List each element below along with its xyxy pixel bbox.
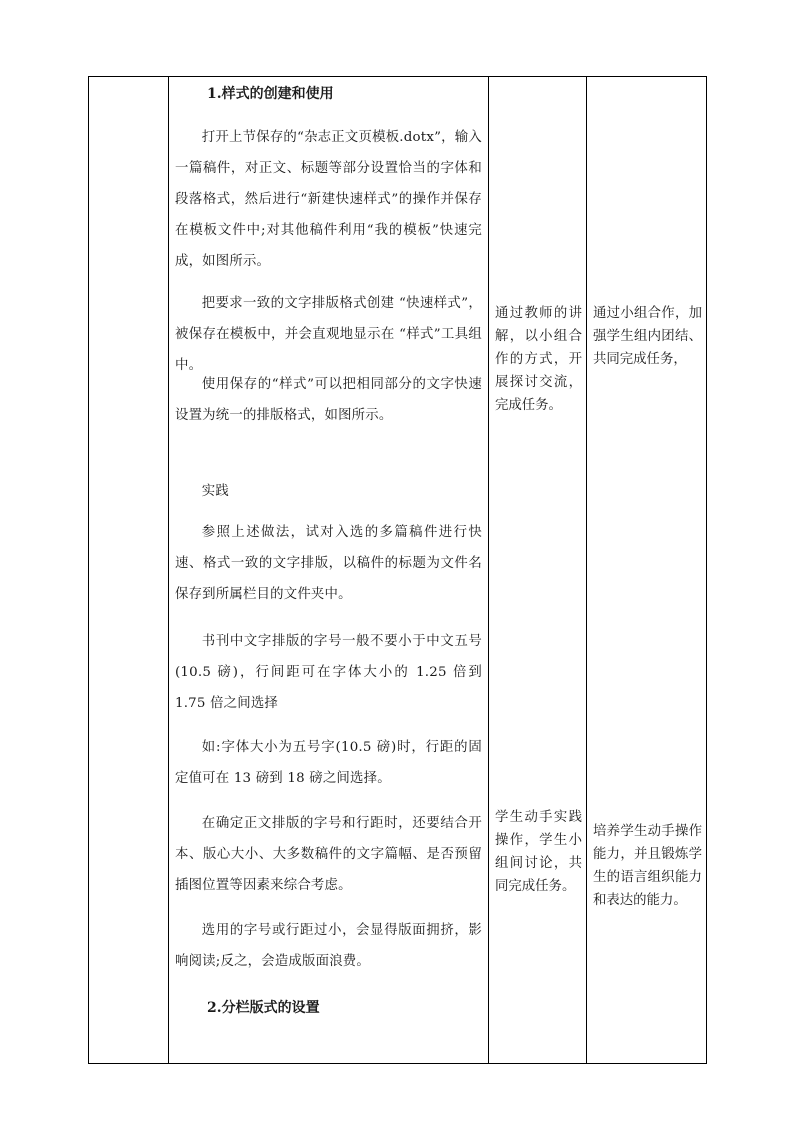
column-empty xyxy=(89,77,169,1063)
paragraph-quick-style: 把要求一致的文字排版格式创建 “快速样式”，被保存在模板中，并会直观地显示在 “样式”工具组中。 xyxy=(175,296,482,373)
paragraph-practice: 参照上述做法，试对入选的多篇稿件进行快速、格式一致的文字排版，以稿件的标题为文件名保存到所属栏目的文件夹中。 xyxy=(175,525,482,602)
teacher-note-1: 通过教师的讲解，以小组合作的方式，开展探讨交流，完成任务。 xyxy=(495,306,582,413)
paragraph-practice-label: 实践 xyxy=(201,484,229,499)
column-design-intent xyxy=(587,77,706,1063)
column-teacher-activity xyxy=(489,77,587,1063)
paragraph-use-style: 使用保存的“样式”可以把相同部分的文字快速设置为统一的排版格式，如图所示。 xyxy=(175,377,482,423)
column-content xyxy=(169,77,489,1063)
design-goal-2: 培养学生动手操作能力，并且锻炼学生的语言组织能力和表达的能力。 xyxy=(593,824,702,908)
paragraph-open-template: 打开上节保存的“杂志正文页模板.dotx”，输入一篇稿件，对正文、标题等部分设置恰当的字体和段落格式，然后进行“新建快速样式”的操作并保存在模板文件中;对其他稿件利用“我的模板”快速完成，如图所示。 xyxy=(175,130,482,269)
paragraph-too-small: 选用的字号或行距过小，会显得版面拥挤，影响阅读;反之，会造成版面浪费。 xyxy=(175,923,482,969)
design-goal-1: 通过小组合作，加强学生组内团结、共同完成任务， xyxy=(593,306,702,367)
paragraph-considerations: 在确定正文排版的字号和行距时，还要结合开本、版心大小、大多数稿件的文字篇幅、是否预留插图位置等因素来综合考虑。 xyxy=(175,816,482,893)
lesson-table xyxy=(88,76,707,1064)
teacher-note-2: 学生动手实践操作，学生小组间讨论，共同完成任务。 xyxy=(495,810,582,894)
section-heading-columns: 2.分栏版式的设置 xyxy=(207,1000,320,1016)
paragraph-font-size: 书刊中文字排版的字号一般不要小于中文五号(10.5 磅)，行间距可在字体大小的 1.25 倍到 1.75 倍之间选择 xyxy=(175,634,482,711)
section-heading-styles: 1.样式的创建和使用 xyxy=(207,86,334,102)
paragraph-example: 如:字体大小为五号字(10.5 磅)时，行距的固定值可在 13 磅到 18 磅之间选择。 xyxy=(175,740,482,786)
